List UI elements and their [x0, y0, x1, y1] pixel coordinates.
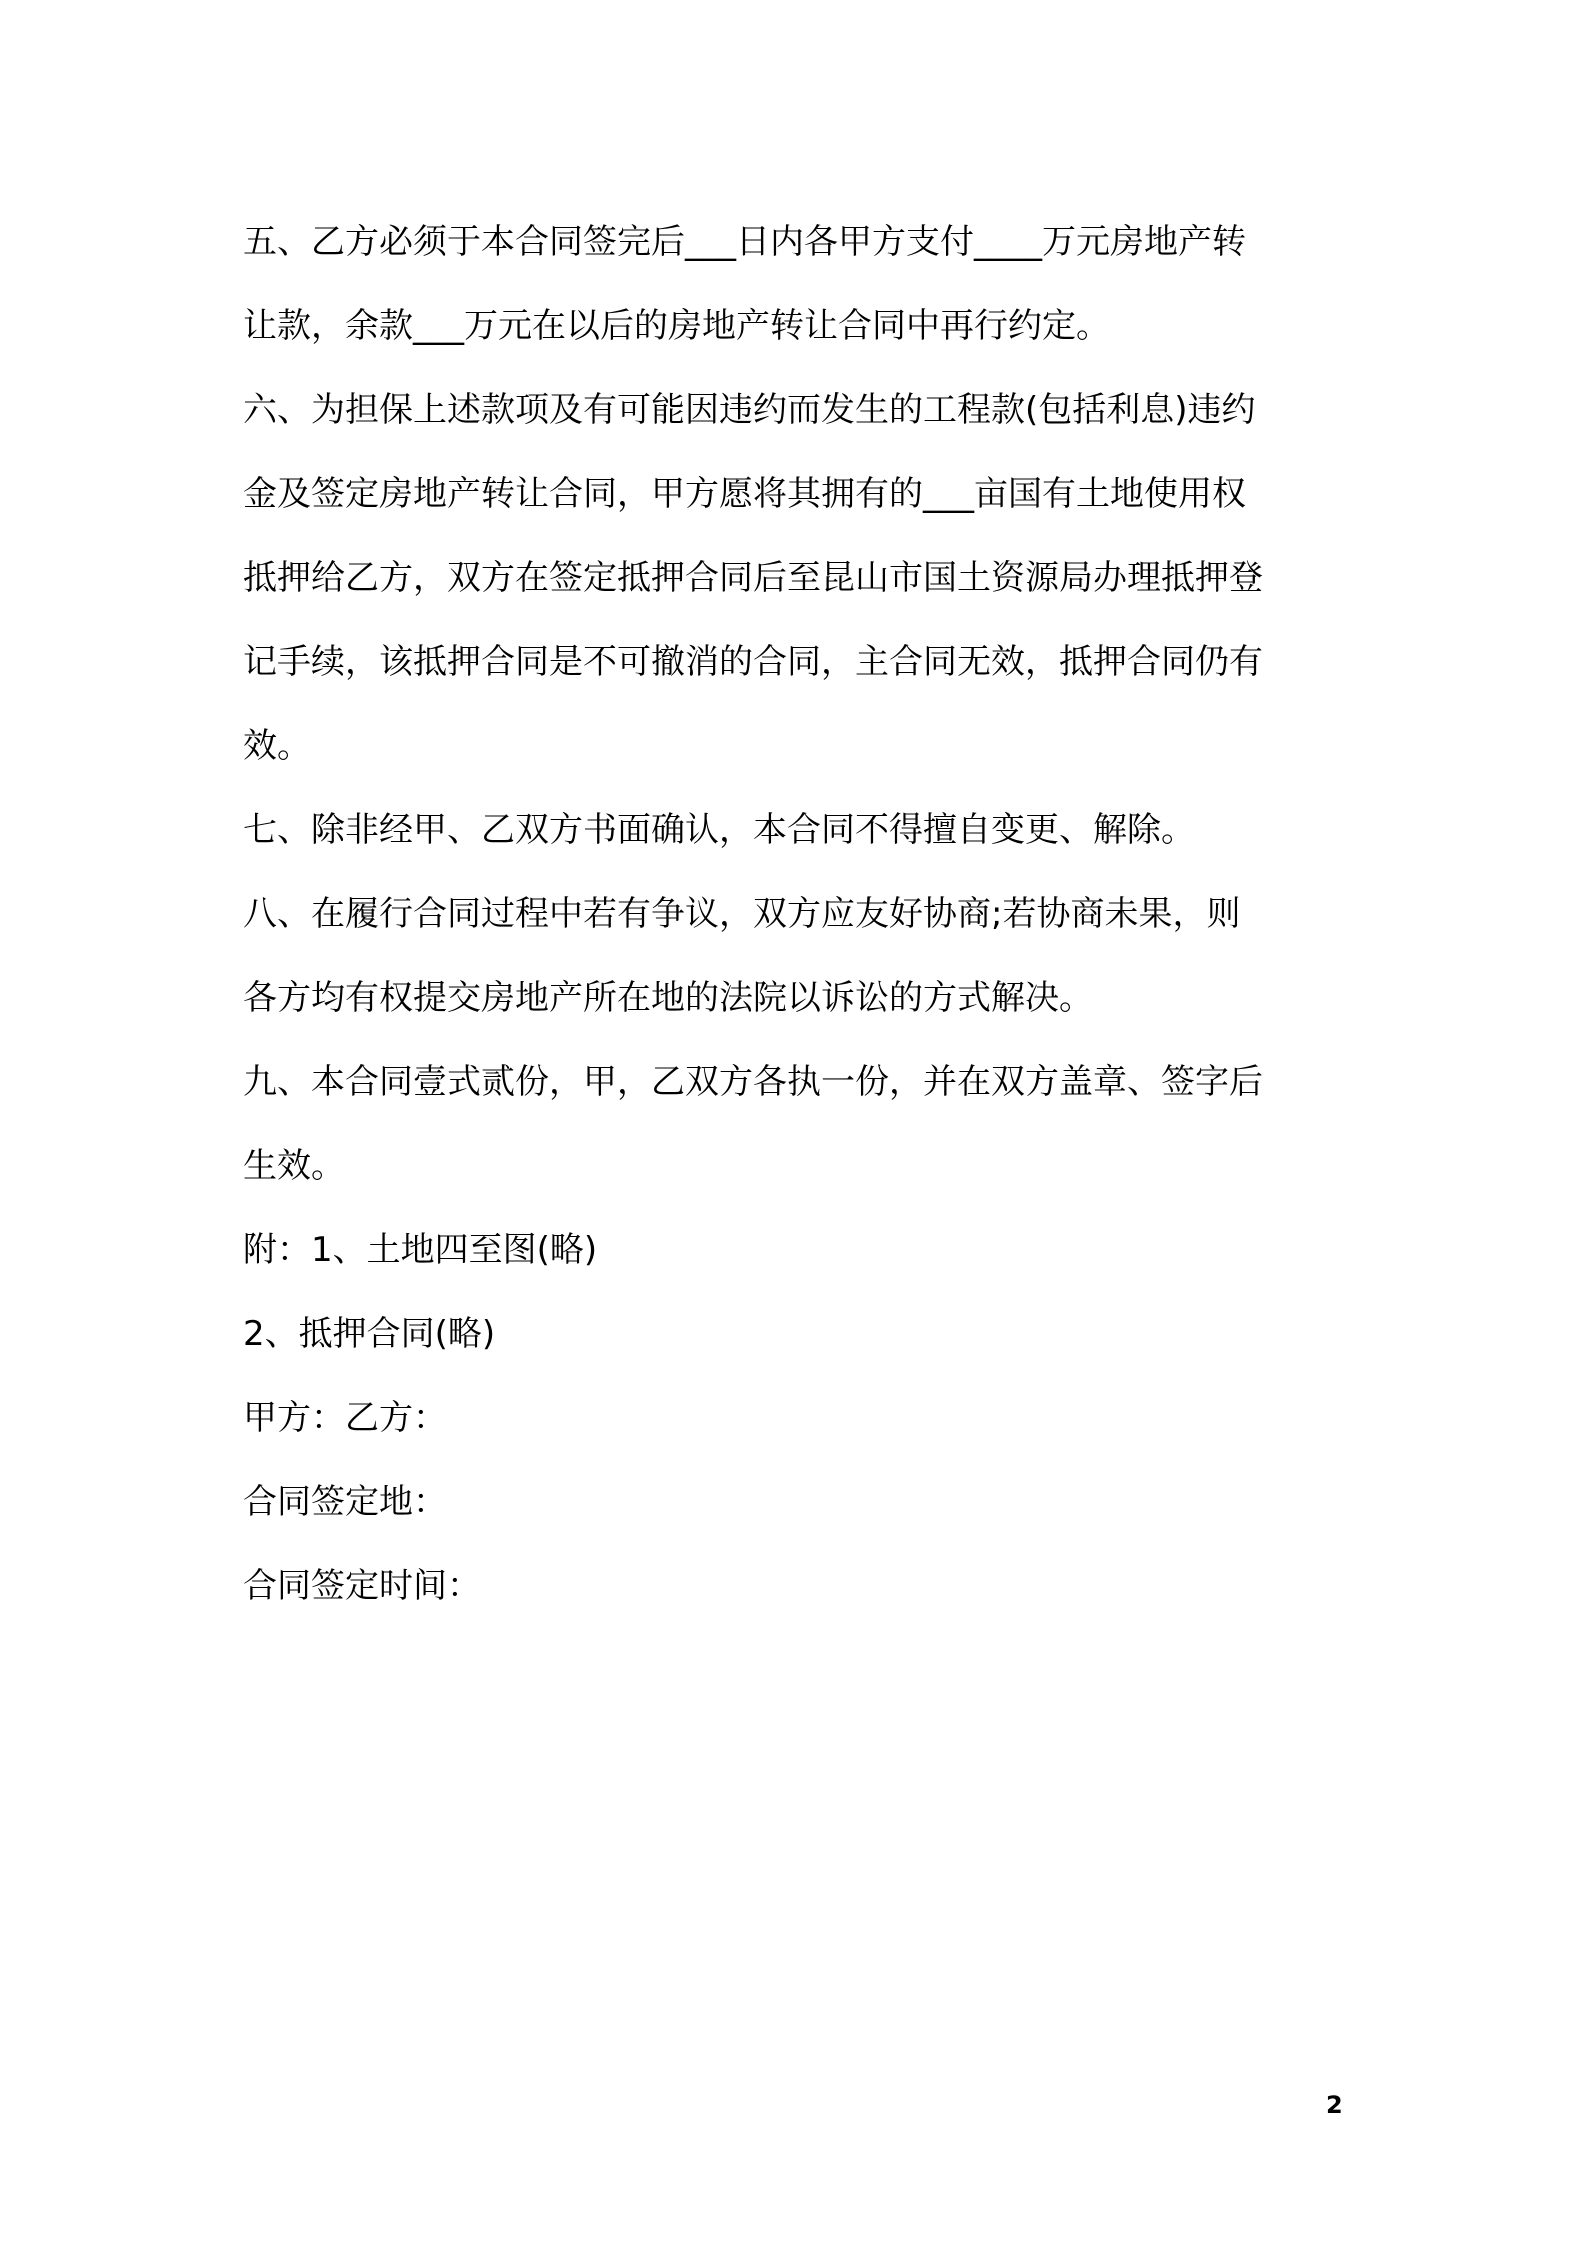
page-number: 2: [1326, 2091, 1343, 2119]
clause-9-line-2: 生效。: [243, 1146, 345, 1186]
clause-7: 七、除非经甲、乙双方书面确认，本合同不得擅自变更、解除。: [243, 810, 1195, 850]
clause-6-line-3: 抵押给乙方，双方在签定抵押合同后至昆山市国土资源局办理抵押登: [243, 558, 1263, 598]
clause-6-line-2: 金及签定房地产转让合同，甲方愿将其拥有的___亩国有土地使用权: [243, 474, 1246, 514]
attachment-2: 2、抵押合同(略): [243, 1314, 496, 1354]
clause-8-line-2: 各方均有权提交房地产所在地的法院以诉讼的方式解决。: [243, 978, 1093, 1018]
signing-place: 合同签定地：: [243, 1482, 447, 1522]
clause-9-line-1: 九、本合同壹式贰份，甲，乙双方各执一份，并在双方盖章、签字后: [243, 1062, 1263, 1102]
attachment-1: 附：1、土地四至图(略): [243, 1230, 598, 1270]
clause-6-line-4: 记手续，该抵押合同是不可撤消的合同，主合同无效，抵押合同仍有: [243, 642, 1263, 682]
clause-5-line-2: 让款，余款___万元在以后的房地产转让合同中再行约定。: [243, 306, 1110, 346]
signing-time: 合同签定时间：: [243, 1566, 481, 1606]
clause-6-line-5: 效。: [243, 726, 311, 766]
document-body: [243, 200, 1355, 1628]
party-signatures: 甲方：乙方：: [243, 1398, 447, 1438]
clause-6-line-1: 六、为担保上述款项及有可能因违约而发生的工程款(包括利息)违约: [243, 390, 1256, 430]
clause-8-line-1: 八、在履行合同过程中若有争议，双方应友好协商;若协商未果，则: [243, 894, 1241, 934]
clause-5-line-1: 五、乙方必须于本合同签完后___日内各甲方支付____万元房地产转: [243, 222, 1246, 262]
